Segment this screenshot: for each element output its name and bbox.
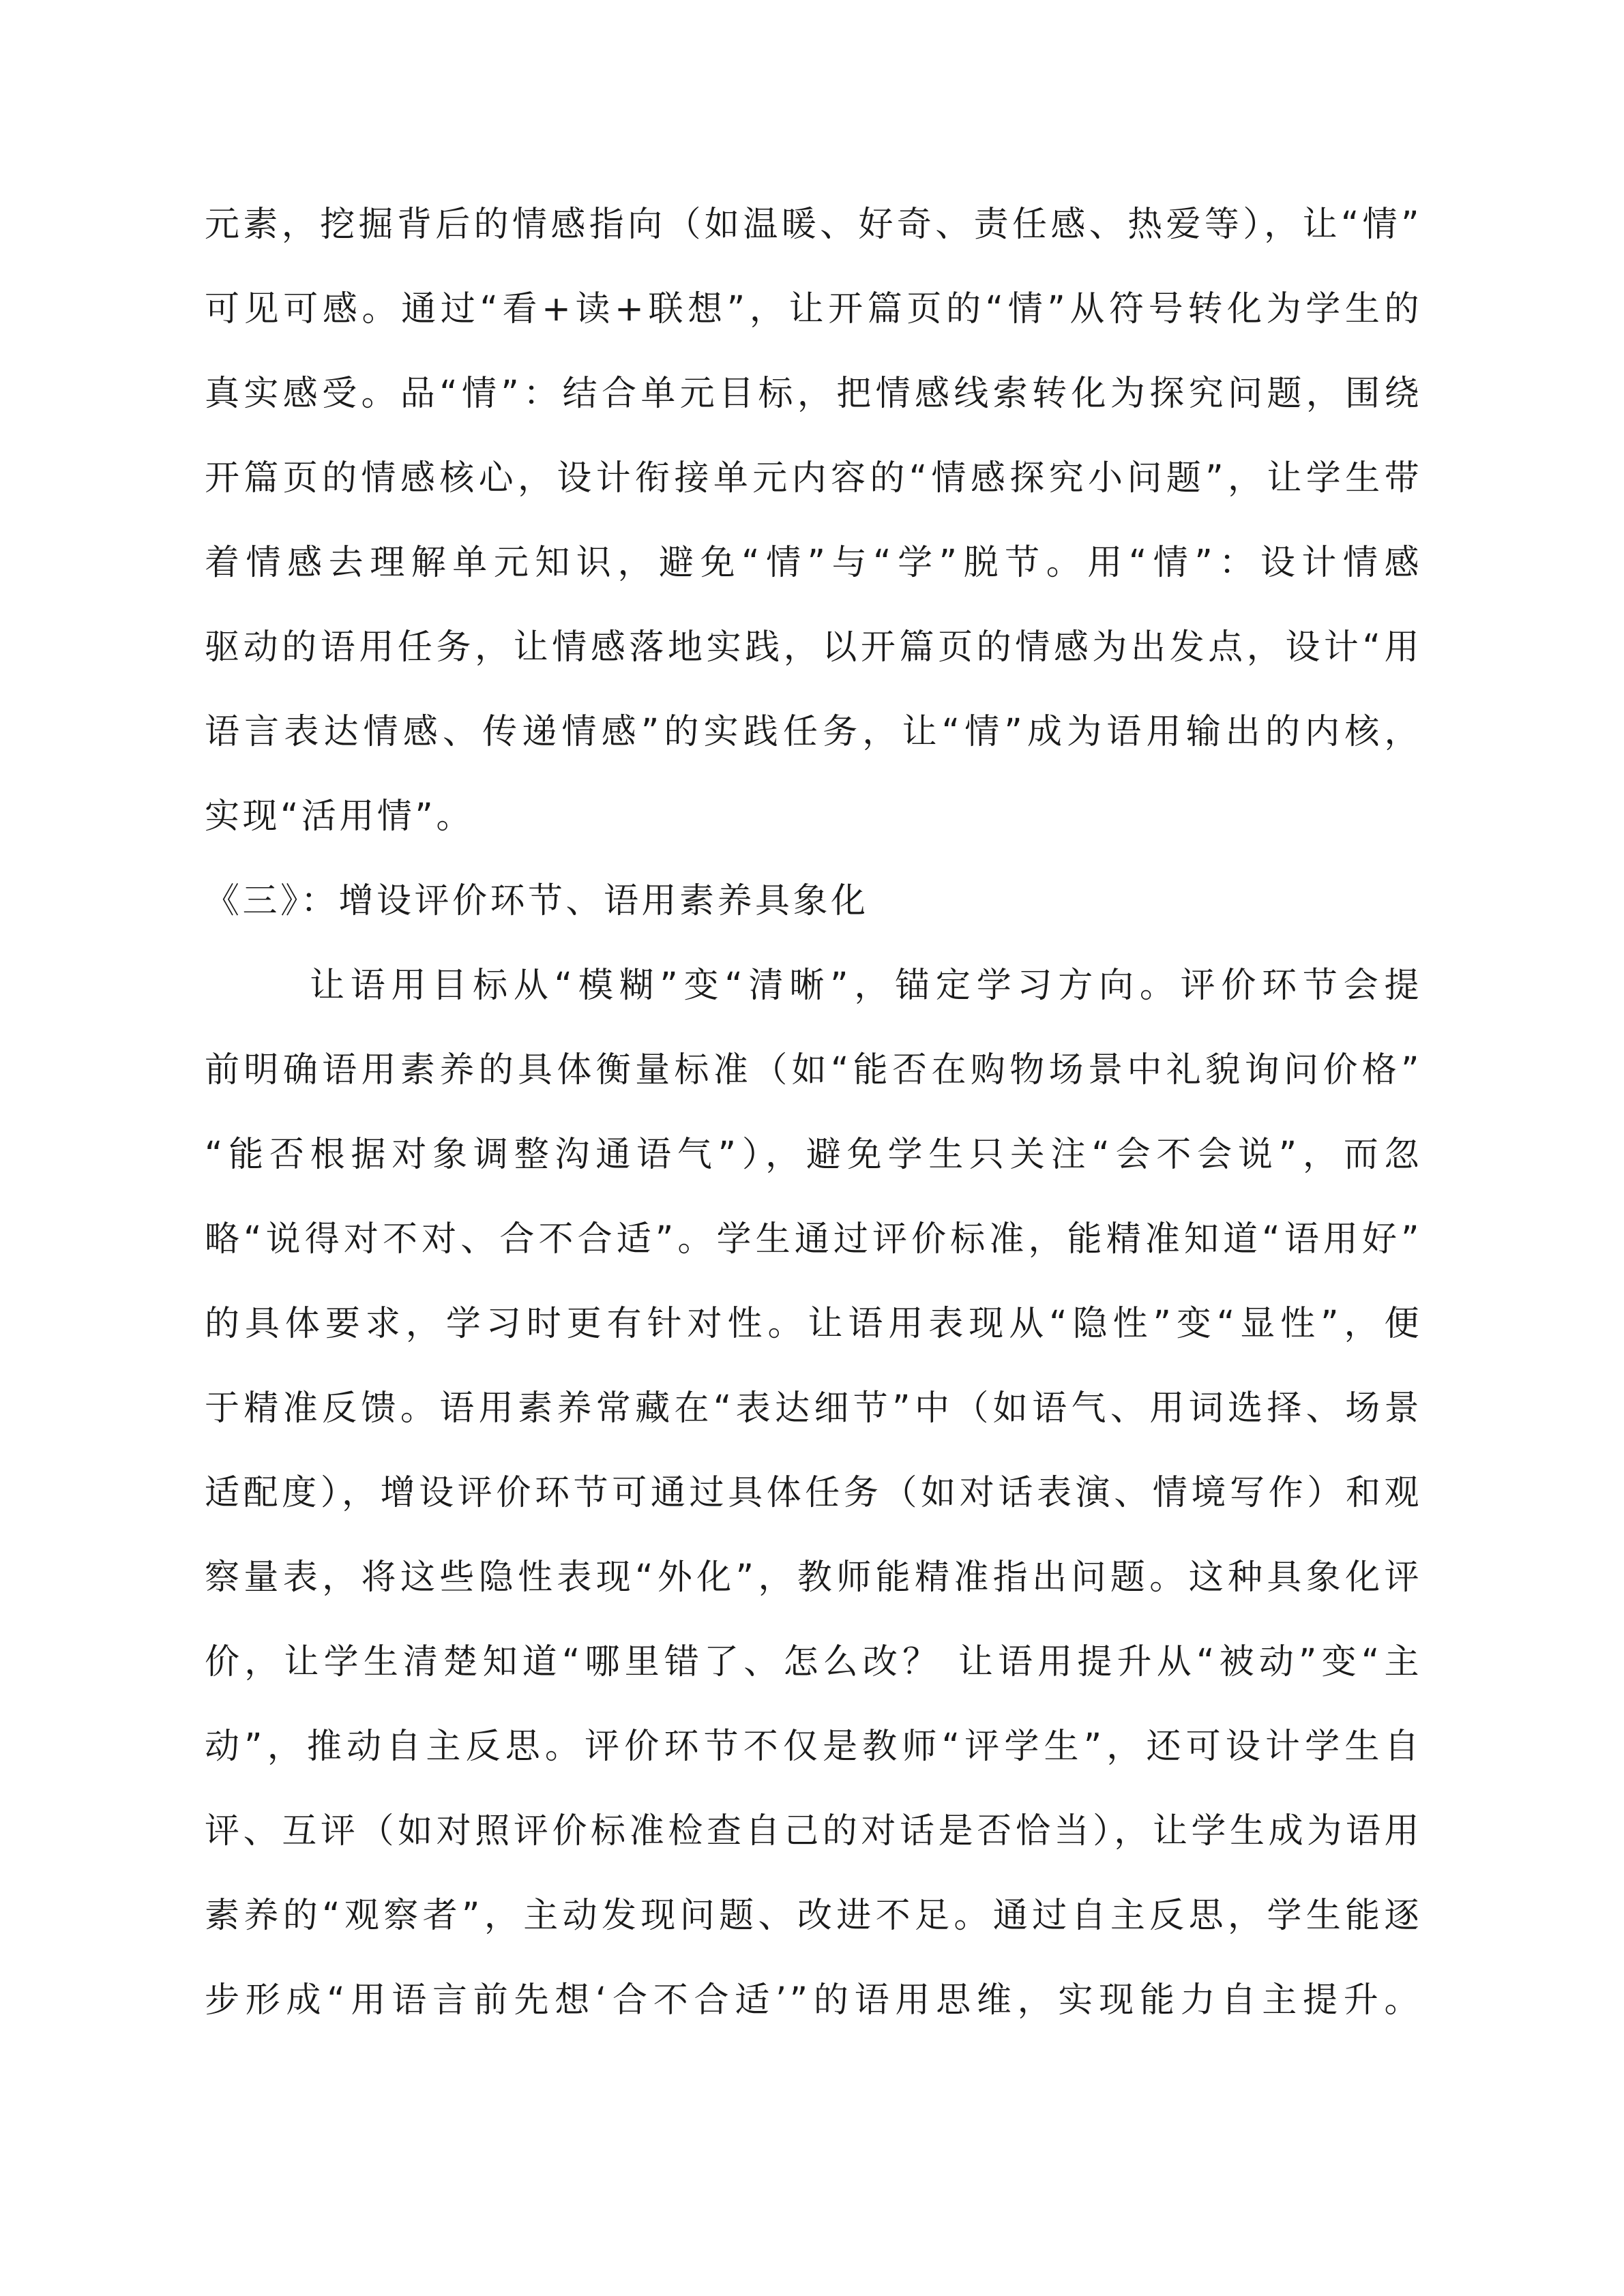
text-line: 的具体要求，学习时更有针对性。让语用表现从“隐性”变“显性”，便 [205, 1304, 1422, 1344]
text-line: 步形成“用语言前先想‘合不合适’”的语用思维，实现能力自主提升。 [205, 1980, 1422, 2021]
text-line: 可见可感。通过“看+读+联想”，让开篇页的“情”从符号转化为学生的 [205, 289, 1422, 329]
text-line: 实现“活用情”。 [205, 796, 474, 837]
text-line: 素养的“观察者”，主动发现问题、改进不足。通过自主反思，学生能逐 [205, 1896, 1422, 1936]
text-line: 开篇页的情感核心，设计衔接单元内容的“情感探究小问题”，让学生带 [205, 458, 1422, 498]
text-line: 让语用目标从“模糊”变“清晰”，锚定学习方向。评价环节会提 [310, 966, 1422, 1006]
text-line: 于精准反馈。语用素养常藏在“表达细节”中（如语气、用词选择、场景 [205, 1388, 1422, 1429]
text-line: 元素，挖掘背后的情感指向（如温暖、好奇、责任感、热爱等），让“情” [205, 205, 1422, 245]
text-line: 真实感受。品“情”：结合单元目标，把情感线索转化为探究问题，围绕 [205, 374, 1422, 414]
text-line: 语言表达情感、传递情感”的实践任务，让“情”成为语用输出的内核， [205, 712, 1422, 752]
text-line: 动”，推动自主反思。评价环节不仅是教师“评学生”，还可设计学生自 [205, 1727, 1422, 1767]
text-line: 适配度），增设评价环节可通过具体任务（如对话表演、情境写作）和观 [205, 1473, 1422, 1513]
text-line: 价，让学生清楚知道“哪里错了、怎么改？ 让语用提升从“被动”变“主 [205, 1642, 1422, 1682]
text-line: 察量表，将这些隐性表现“外化”，教师能精准指出问题。这种具象化评 [205, 1557, 1422, 1598]
text-line: 前明确语用素养的具体衡量标准（如“能否在购物场景中礼貌询问价格” [205, 1050, 1422, 1090]
text-line: 着情感去理解单元知识，避免“情”与“学”脱节。用“情”：设计情感 [205, 543, 1422, 583]
text-line: “能否根据对象调整沟通语气”），避免学生只关注“会不会说”，而忽 [205, 1135, 1422, 1175]
text-line: 评、互评（如对照评价标准检查自己的对话是否恰当），让学生成为语用 [205, 1811, 1422, 1851]
section-heading: 《三》：增设评价环节、语用素养具象化 [205, 881, 869, 921]
text-line: 略“说得对不对、合不合适”。学生通过评价标准，能精准知道“语用好” [205, 1219, 1422, 1259]
body-text [205, 183, 1422, 2043]
text-line: 驱动的语用任务，让情感落地实践，以开篇页的情感为出发点，设计“用 [205, 627, 1422, 668]
